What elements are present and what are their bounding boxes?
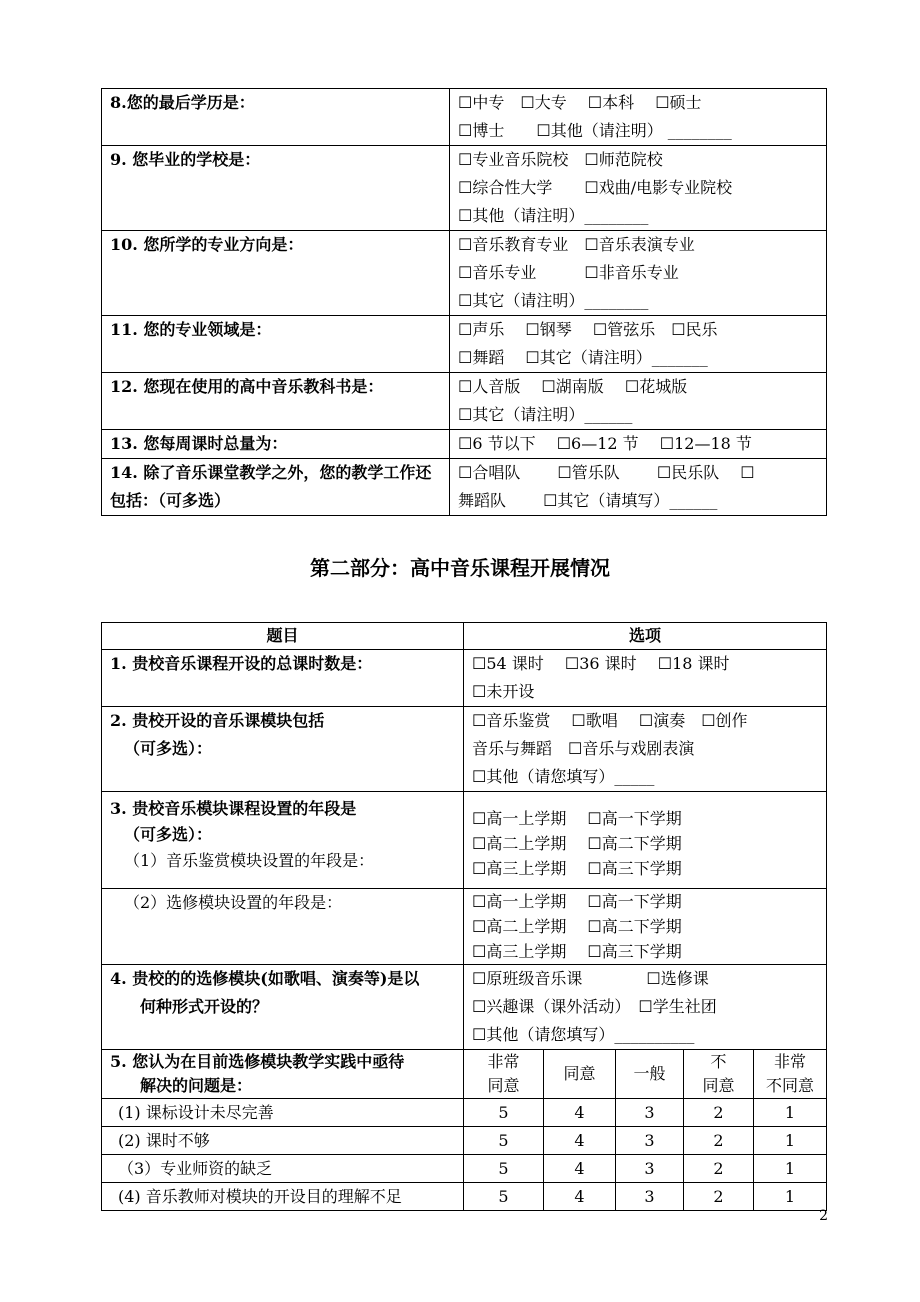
likert-score-cell[interactable]: 4 [544,1127,616,1155]
likert-score-cell[interactable]: 2 [684,1155,754,1183]
part1-options[interactable]: ☐中专 ☐大专 ☐本科 ☐硕士 ☐博士 ☐其他（请注明） ________ [450,89,827,146]
part1-question: 11. 您的专业领域是： [102,316,450,373]
part1-question: 10. 您所学的专业方向是： [102,231,450,316]
likert-item-label: (1) 课标设计未尽完善 [102,1099,464,1127]
part1-options[interactable]: ☐6 节以下 ☐6—12 节 ☐12—18 节 [450,430,827,459]
scale-strongly-disagree: 非常 不同意 [754,1050,827,1099]
likert-score-cell[interactable]: 5 [464,1127,544,1155]
q2-question: 2. 贵校开设的音乐课模块包括 （可多选）： [102,707,464,792]
scale-disagree: 不 同意 [684,1050,754,1099]
part1-table [101,88,827,516]
part1-question: 12. 您现在使用的高中音乐教科书是： [102,373,450,430]
part1-options[interactable]: ☐合唱队 ☐管乐队 ☐民乐队 ☐ 舞蹈队 ☐其它（请填写）______ [450,459,827,516]
likert-item-label: (2) 课时不够 [102,1127,464,1155]
likert-item-row [102,1099,827,1127]
likert-score-cell[interactable]: 2 [684,1127,754,1155]
q1-row [102,650,827,707]
likert-item-label: （3）专业师资的缺乏 [102,1155,464,1183]
likert-score-cell[interactable]: 5 [464,1099,544,1127]
likert-score-cell[interactable]: 5 [464,1183,544,1211]
q3b-row [102,889,827,965]
part1-row [102,459,827,516]
q1-options[interactable]: ☐54 课时 ☐36 课时 ☐18 课时 ☐未开设 [464,650,827,707]
part1-row [102,373,827,430]
part1-row [102,316,827,373]
likert-item-row [102,1183,827,1211]
likert-score-cell[interactable]: 4 [544,1183,616,1211]
likert-score-cell[interactable]: 2 [684,1183,754,1211]
q3a-options[interactable]: ☐高一上学期 ☐高一下学期 ☐高二上学期 ☐高二下学期 ☐高三上学期 ☐高三下学期 [464,792,827,889]
part2-table [101,622,827,1211]
likert-score-cell[interactable]: 3 [616,1155,684,1183]
part1-question: 14. 除了音乐课堂教学之外，您的教学工作还包括：（可多选） [102,459,450,516]
likert-score-cell[interactable]: 1 [754,1183,827,1211]
header-options: 选项 [464,623,827,650]
likert-score-cell[interactable]: 3 [616,1099,684,1127]
section2-title: 第二部分：高中音乐课程开展情况 [310,556,610,580]
likert-item-row [102,1155,827,1183]
q5-row [102,1050,827,1099]
q4-row [102,965,827,1050]
q3a-question: 3. 贵校音乐模块课程设置的年段是 （可多选）： （1）音乐鉴赏模块设置的年段是： [102,792,464,889]
q3a-row [102,792,827,889]
part1-row [102,231,827,316]
header-row [102,623,827,650]
q2-options[interactable]: ☐音乐鉴赏 ☐歌唱 ☐演奏 ☐创作 音乐与舞蹈 ☐音乐与戏剧表演 ☐其他（请您填写）_____ [464,707,827,792]
likert-score-cell[interactable]: 3 [616,1127,684,1155]
scale-strongly-agree: 非常 同意 [464,1050,544,1099]
likert-item-row [102,1127,827,1155]
part1-row [102,430,827,459]
q5-question: 5. 您认为在目前选修模块教学实践中亟待 解决的问题是： [102,1050,464,1099]
likert-score-cell[interactable]: 2 [684,1099,754,1127]
part1-row [102,89,827,146]
q4-question: 4. 贵校的的选修模块(如歌唱、演奏等)是以 何种形式开设的？ [102,965,464,1050]
part1-options[interactable]: ☐声乐 ☐钢琴 ☐管弦乐 ☐民乐 ☐舞蹈 ☐其它（请注明）_______ [450,316,827,373]
likert-score-cell[interactable]: 1 [754,1099,827,1127]
part1-options[interactable]: ☐音乐教育专业 ☐音乐表演专业 ☐音乐专业 ☐非音乐专业 ☐其它（请注明）________ [450,231,827,316]
part1-row [102,146,827,231]
q3b-options[interactable]: ☐高一上学期 ☐高一下学期 ☐高二上学期 ☐高二下学期 ☐高三上学期 ☐高三下学期 [464,889,827,965]
q2-row [102,707,827,792]
scale-agree: 同意 [544,1050,616,1099]
likert-score-cell[interactable]: 1 [754,1127,827,1155]
likert-item-label: (4) 音乐教师对模块的开设目的理解不足 [102,1183,464,1211]
header-topic: 题目 [102,623,464,650]
likert-score-cell[interactable]: 3 [616,1183,684,1211]
likert-score-cell[interactable]: 4 [544,1155,616,1183]
likert-score-cell[interactable]: 4 [544,1099,616,1127]
part1-options[interactable]: ☐专业音乐院校 ☐师范院校 ☐综合性大学 ☐戏曲/电影专业院校 ☐其他（请注明）________ [450,146,827,231]
likert-score-cell[interactable]: 5 [464,1155,544,1183]
part1-options[interactable]: ☐人音版 ☐湖南版 ☐花城版 ☐其它（请注明）______ [450,373,827,430]
scale-neutral: 一般 [616,1050,684,1099]
likert-score-cell[interactable]: 1 [754,1155,827,1183]
part1-question: 8.您的最后学历是： [102,89,450,146]
part1-question: 9. 您毕业的学校是： [102,146,450,231]
part1-question: 13. 您每周课时总量为： [102,430,450,459]
q3b-question: （2）选修模块设置的年段是： [102,889,464,965]
q4-options[interactable]: ☐原班级音乐课 ☐选修课 ☐兴趣课（课外活动） ☐学生社团 ☐其他（请您填写）__________ [464,965,827,1050]
page-number: 2 [819,1208,828,1224]
q1-question: 1. 贵校音乐课程开设的总课时数是： [102,650,464,707]
